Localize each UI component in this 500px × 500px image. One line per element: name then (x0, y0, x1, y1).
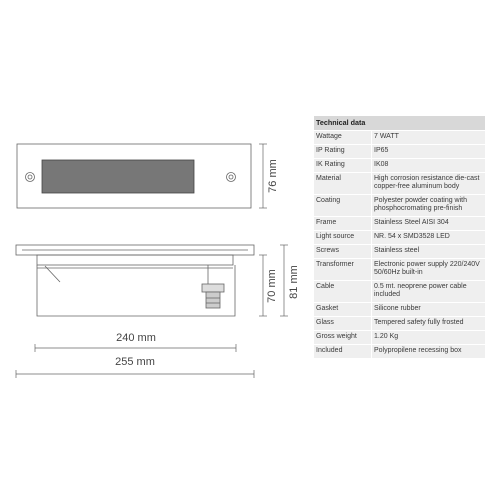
side-view (16, 245, 254, 316)
screw-right-icon (227, 173, 236, 182)
table-row (314, 131, 485, 145)
front-light-window (42, 160, 194, 193)
spec-value: 1.20 Kg (372, 331, 486, 345)
table-row (314, 231, 485, 245)
spec-key: Included (314, 345, 372, 359)
table-row (314, 331, 485, 345)
dim-label-81: 81 mm (287, 265, 300, 299)
spec-key: IK Rating (314, 159, 372, 173)
spec-value: Electronic power supply 220/240V 50/60Hz built-in (372, 259, 486, 281)
table-row (314, 159, 485, 173)
dim-label-70: 70 mm (265, 269, 278, 303)
table-row (314, 303, 485, 317)
table-row (314, 217, 485, 231)
spec-key: Gasket (314, 303, 372, 317)
spec-value: Polypropilene recessing box (372, 345, 486, 359)
table-row (314, 245, 485, 259)
dim-76-lines (259, 144, 267, 208)
spec-key: Wattage (314, 131, 372, 145)
spec-value: IP65 (372, 145, 486, 159)
spec-value: Tempered safety fully frosted (372, 317, 486, 331)
table-header-row (314, 116, 485, 131)
spec-key: Transformer (314, 259, 372, 281)
screw-left-icon (26, 173, 35, 182)
spec-key: Material (314, 173, 372, 195)
technical-data-table (314, 116, 485, 358)
spec-value: 0.5 mt. neoprene power cable included (372, 281, 486, 303)
spec-value: Silicone rubber (372, 303, 486, 317)
spec-value: High corrosion resistance die-cast copper-free aluminum body (372, 173, 486, 195)
spec-value: Stainless steel (372, 245, 486, 259)
dim-label-240: 240 mm (116, 332, 156, 344)
spec-value: Polyester powder coating with phosphocromating pre-finish (372, 195, 486, 217)
table-row (314, 281, 485, 303)
dim-label-255: 255 mm (115, 356, 155, 368)
spec-key: Screws (314, 245, 372, 259)
side-light-unit (37, 255, 233, 265)
spec-value: NR. 54 x SMD3528 LED (372, 231, 486, 245)
spec-key: Frame (314, 217, 372, 231)
table-row (314, 345, 485, 359)
dim-label-76: 76 mm (266, 159, 279, 193)
spec-value: IK08 (372, 159, 486, 173)
front-view (17, 144, 251, 208)
spec-key: Coating (314, 195, 372, 217)
cable-gland-icon (202, 284, 224, 292)
spec-value: Stainless Steel AISI 304 (372, 217, 486, 231)
table-row (314, 317, 485, 331)
spec-key: IP Rating (314, 145, 372, 159)
dim-255-lines (16, 370, 254, 378)
table-title: Technical data (314, 116, 485, 131)
spec-key: Glass (314, 317, 372, 331)
table-row (314, 195, 485, 217)
spec-value: 7 WATT (372, 131, 486, 145)
table-row (314, 173, 485, 195)
spec-key: Gross weight (314, 331, 372, 345)
table-row (314, 259, 485, 281)
table-row (314, 145, 485, 159)
spec-key: Cable (314, 281, 372, 303)
spec-key: Light source (314, 231, 372, 245)
dim-240-lines (35, 344, 236, 352)
